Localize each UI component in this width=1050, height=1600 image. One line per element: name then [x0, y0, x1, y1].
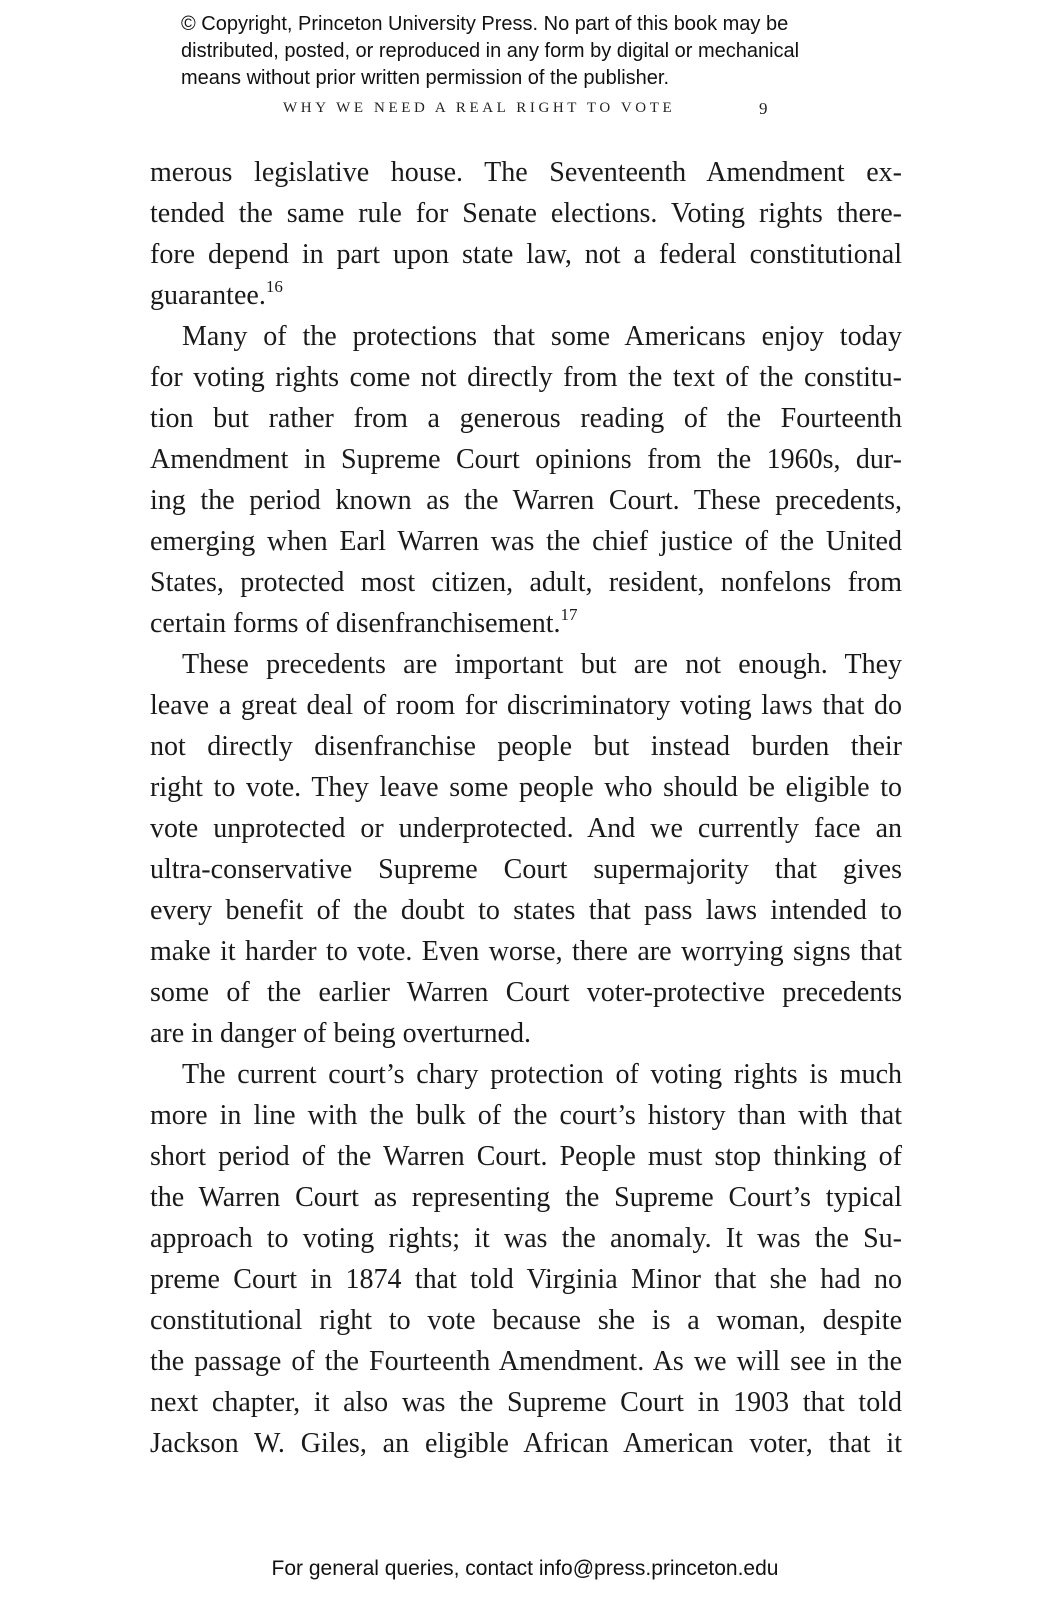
text-line: more in line with the bulk of the court’s history than with that — [150, 1100, 902, 1131]
footnote-marker: 17 — [560, 605, 578, 624]
copyright-notice — [181, 11, 941, 92]
text-line: next chapter, it also was the Supreme Court in 1903 that told — [150, 1387, 902, 1418]
text-line: These precedents are important but are not enough. They — [182, 649, 902, 680]
text-line: The current court’s chary protection of voting rights is much — [182, 1059, 902, 1090]
text-line: tion but rather from a generous reading of the Fourteenth — [150, 403, 902, 434]
text-line-content: certain forms of disenfranchisement. — [150, 608, 561, 639]
text-line: short period of the Warren Court. People must stop thinking of — [150, 1141, 902, 1172]
text-line: some of the earlier Warren Court voter-protective precedents — [150, 977, 902, 1008]
text-line: merous legislative house. The Seventeenth Amendment ex- — [150, 157, 902, 188]
text-line: every benefit of the doubt to states that pass laws intended to — [150, 895, 902, 926]
copyright-line: distributed, posted, or reproduced in any form by digital or mechanical — [181, 40, 800, 62]
text-line: ultra-conservative Supreme Court supermajority that gives — [150, 854, 902, 885]
text-line: the Warren Court as representing the Supreme Court’s typical — [150, 1182, 902, 1213]
text-line: fore depend in part upon state law, not a federal constitutional — [150, 239, 902, 270]
copyright-line: means without prior written permission of the publisher. — [181, 67, 670, 89]
text-line: Amendment in Supreme Court opinions from the 1960s, dur- — [150, 444, 902, 475]
footer-contact: For general queries, contact info@press.princeton.edu — [271, 1557, 779, 1580]
text-line: preme Court in 1874 that told Virginia Minor that she had no — [150, 1264, 902, 1295]
text-line — [150, 275, 902, 316]
text-line: make it harder to vote. Even worse, there are worrying signs that — [150, 936, 902, 967]
text-line — [150, 603, 902, 644]
text-line: Jackson W. Giles, an eligible African American voter, that it — [150, 1428, 902, 1459]
copyright-line: © Copyright, Princeton University Press. No part of this book may be — [181, 13, 789, 35]
running-head: WHY WE NEED A REAL RIGHT TO VOTE — [283, 100, 676, 116]
body-text — [150, 152, 902, 1464]
text-line: leave a great deal of room for discriminatory voting laws that do — [150, 690, 902, 721]
text-line: ing the period known as the Warren Court. These precedents, — [150, 485, 902, 516]
text-line: vote unprotected or underprotected. And we currently face an — [150, 813, 902, 844]
text-line: for voting rights come not directly from the text of the constitu- — [150, 362, 902, 393]
text-line-content: guarantee. — [150, 280, 266, 311]
text-line: tended the same rule for Senate elections. Voting rights there- — [150, 198, 902, 229]
text-line: States, protected most citizen, adult, resident, nonfelons from — [150, 567, 902, 598]
text-line: right to vote. They leave some people who should be eligible to — [150, 772, 902, 803]
text-line: the passage of the Fourteenth Amendment. As we will see in the — [150, 1346, 902, 1377]
text-line: not directly disenfranchise people but instead burden their — [150, 731, 902, 762]
text-line: approach to voting rights; it was the anomaly. It was the Su- — [150, 1223, 902, 1254]
text-line: constitutional right to vote because she is a woman, despite — [150, 1305, 902, 1336]
text-line: are in danger of being overturned. — [150, 1018, 531, 1049]
text-line: emerging when Earl Warren was the chief justice of the United — [150, 526, 902, 557]
text-line: Many of the protections that some Americans enjoy today — [182, 321, 902, 352]
page-number: 9 — [759, 99, 768, 118]
footnote-marker: 16 — [265, 277, 283, 296]
